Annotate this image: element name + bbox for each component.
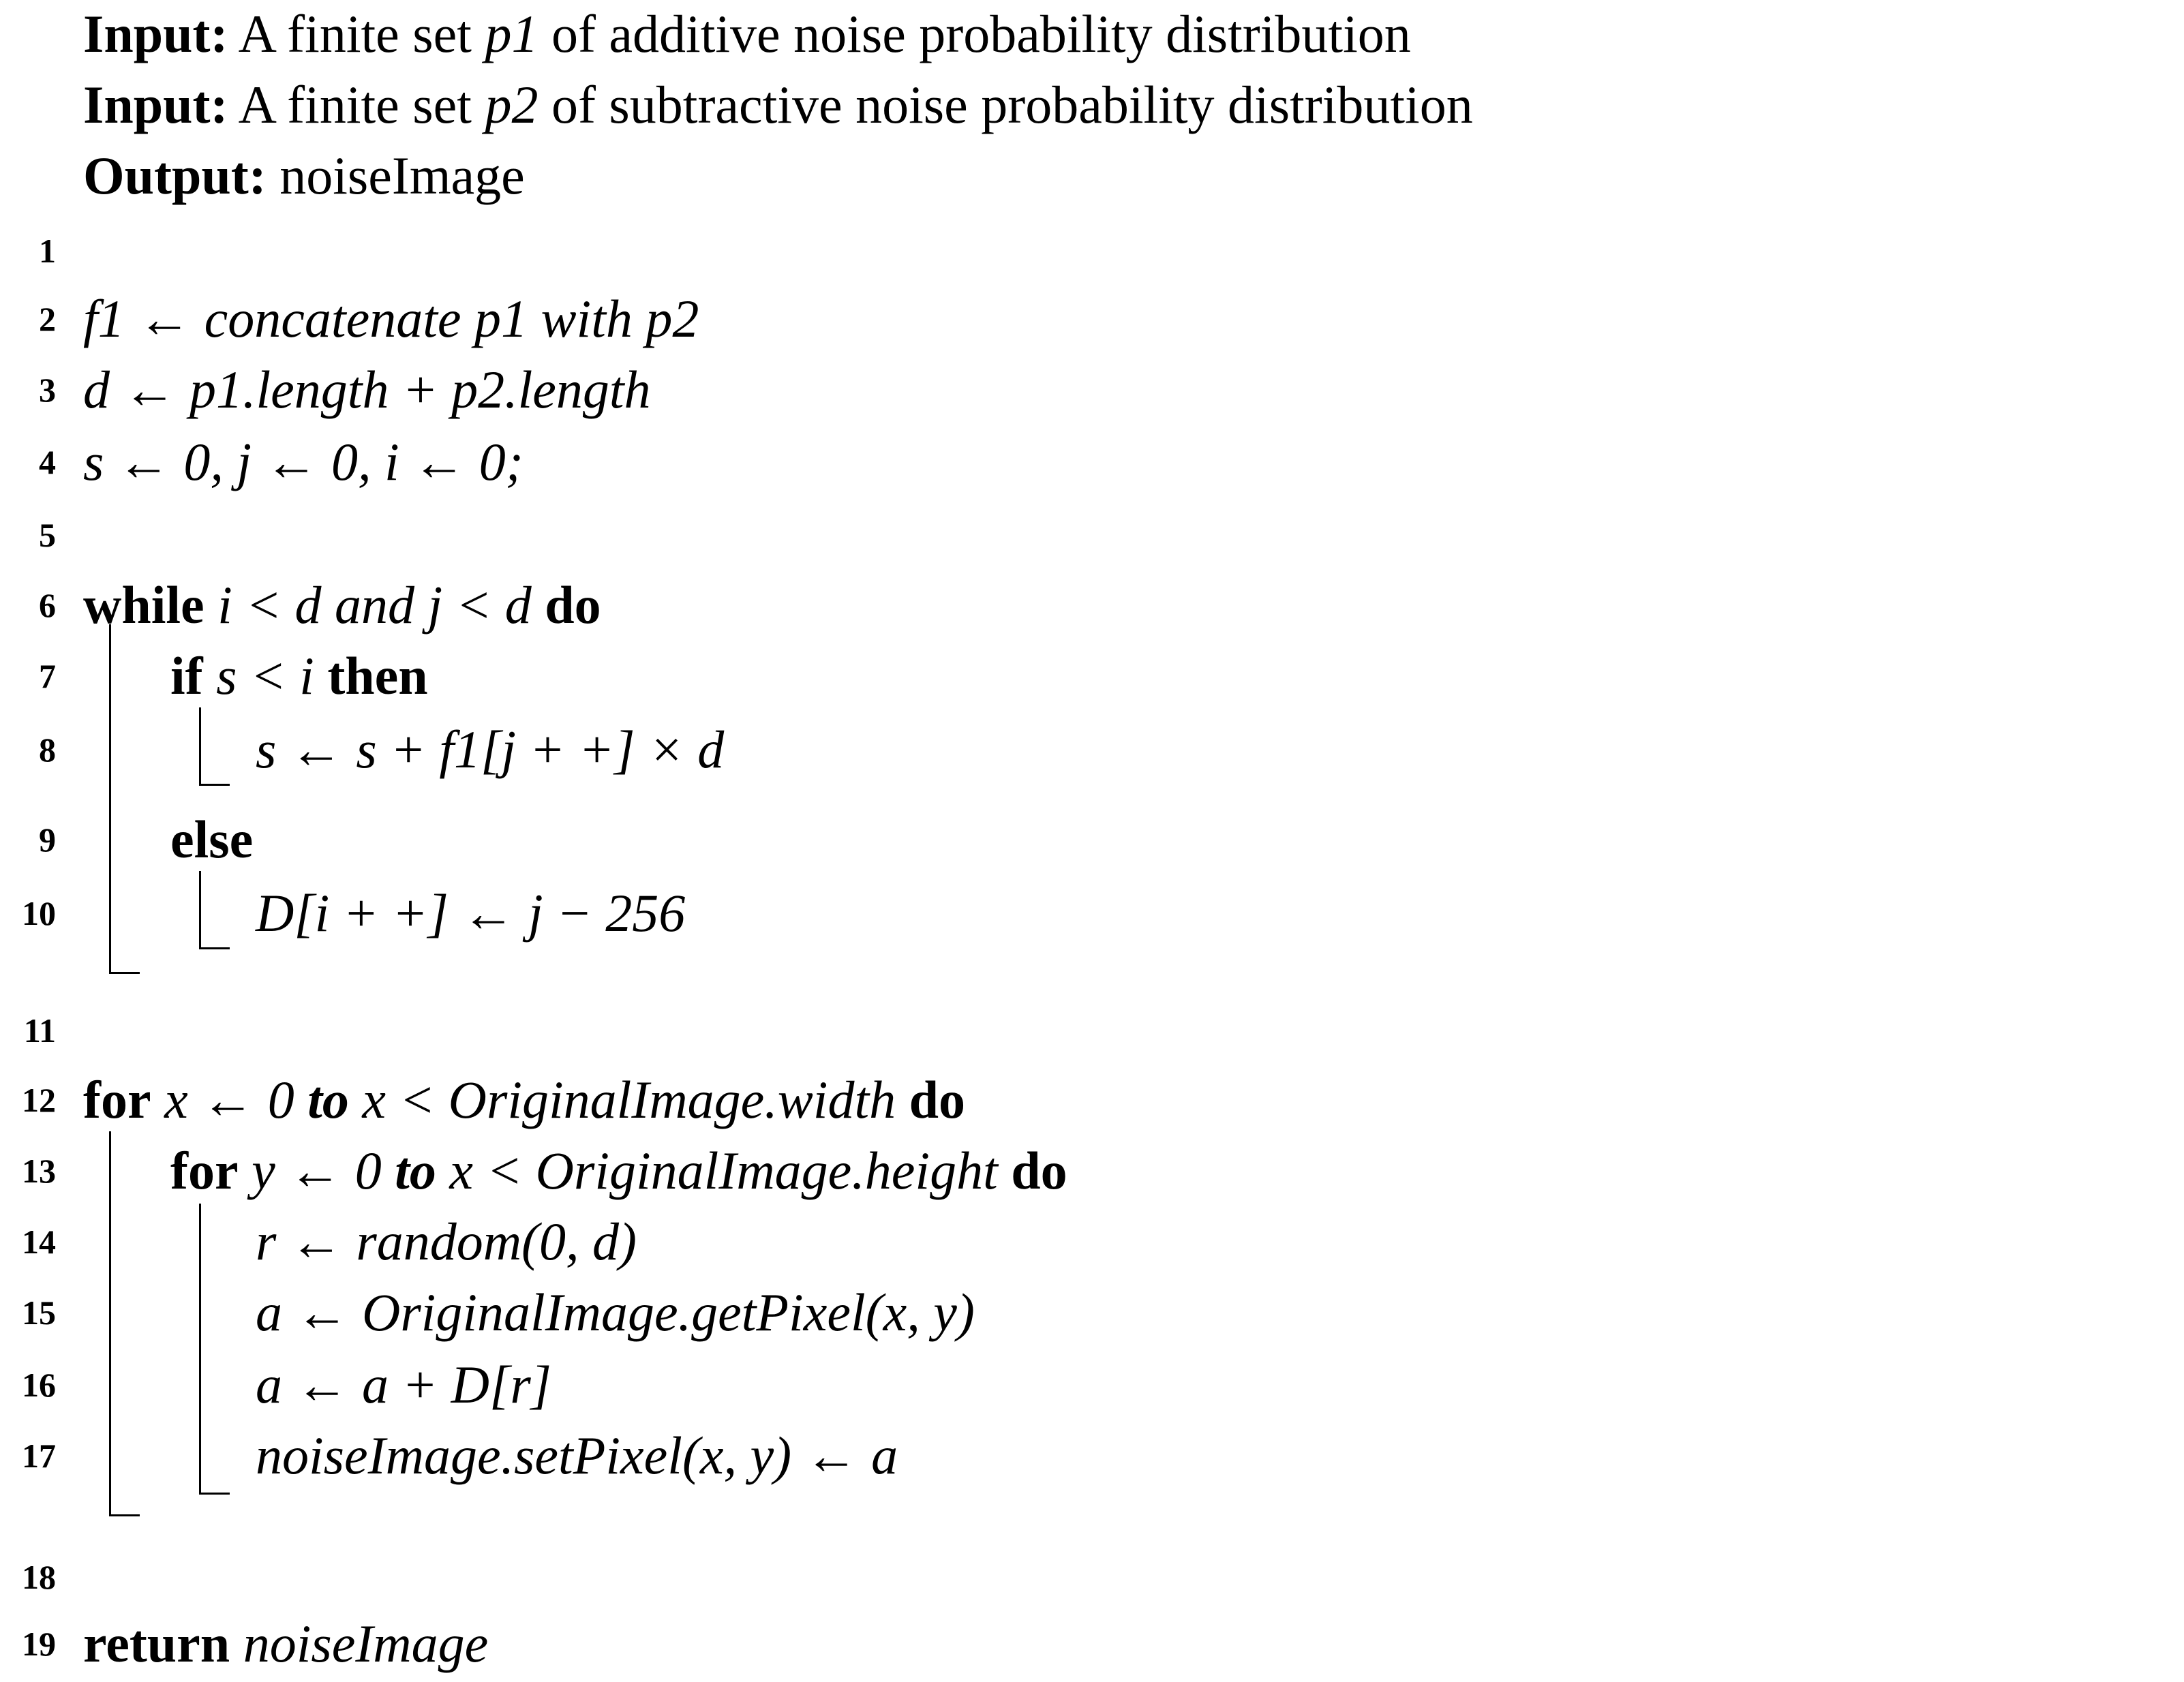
keyword-while: while: [83, 575, 204, 634]
keyword-else: else: [170, 810, 254, 869]
statement: a ← OriginalImage.getPixel(x, y): [256, 1283, 975, 1342]
line-number: 14: [22, 1223, 56, 1261]
keyword-do: do: [909, 1070, 966, 1129]
input-text-post: of additive noise probability distribution: [538, 4, 1411, 63]
line-number: 5: [39, 516, 56, 554]
line-number: 4: [39, 443, 56, 481]
keyword-for: for: [170, 1141, 239, 1200]
if-block-bar: [199, 707, 230, 786]
keyword-then: then: [327, 646, 428, 705]
condition: i < d and j < d: [204, 575, 545, 634]
statement: d ← p1.length + p2.length: [83, 360, 651, 419]
loop-cond: x < OriginalImage.height: [436, 1141, 1012, 1200]
line-number: 17: [22, 1437, 56, 1475]
line-number: 12: [22, 1081, 56, 1119]
keyword-to: to: [395, 1141, 436, 1200]
line-number: 1: [39, 232, 56, 270]
keyword-for: for: [83, 1070, 151, 1129]
line-number: 19: [22, 1625, 56, 1663]
input-var: p2: [485, 75, 539, 134]
input-label: Input:: [83, 4, 228, 63]
statement: s ← s + f1[j + +] × d: [256, 720, 725, 779]
line-number: 2: [39, 300, 56, 338]
statement: D[i + +] ← j − 256: [256, 883, 686, 943]
keyword-return: return: [83, 1614, 230, 1673]
line-number: 13: [22, 1152, 56, 1190]
loop-init: y ← 0: [238, 1141, 395, 1200]
input-label: Input:: [83, 75, 228, 134]
statement: a ← a + D[r]: [256, 1355, 552, 1414]
line-number: 6: [39, 586, 56, 624]
input-text-pre: A finite set: [238, 4, 485, 63]
statement: r ← random(0, d): [256, 1212, 637, 1271]
statement: f1 ← concatenate p1 with p2: [83, 289, 699, 348]
keyword-do: do: [545, 575, 601, 634]
line-number: 8: [39, 731, 56, 769]
line-number: 11: [23, 1011, 56, 1050]
input-var: p1: [485, 4, 539, 63]
line-number: 16: [22, 1366, 56, 1404]
condition: s < i: [202, 646, 328, 705]
line-number: 3: [39, 371, 56, 409]
line-number: 15: [22, 1294, 56, 1332]
loop-cond: x < OriginalImage.width: [348, 1070, 909, 1129]
output-text: noiseImage: [279, 146, 525, 205]
for-x-block-bar: [109, 1131, 140, 1516]
statement: noiseImage.setPixel(x, y) ← a: [256, 1426, 898, 1485]
keyword-if: if: [170, 646, 203, 705]
keyword-to: to: [307, 1070, 349, 1129]
keyword-do: do: [1011, 1141, 1067, 1200]
statement: s ← 0, j ← 0, i ← 0;: [83, 432, 524, 491]
while-block-bar: [109, 624, 140, 974]
line-number: 7: [39, 657, 56, 695]
for-y-block-bar: [199, 1204, 230, 1495]
line-number: 9: [39, 821, 56, 859]
input-text-pre: A finite set: [238, 75, 485, 134]
line-number: 18: [22, 1558, 56, 1596]
output-label: Output:: [83, 146, 267, 205]
line-number: 10: [22, 894, 56, 932]
return-value: noiseImage: [230, 1614, 489, 1673]
input-text-post: of subtractive noise probability distribution: [538, 75, 1473, 134]
else-block-bar: [199, 871, 230, 949]
loop-init: x ← 0: [151, 1070, 308, 1129]
